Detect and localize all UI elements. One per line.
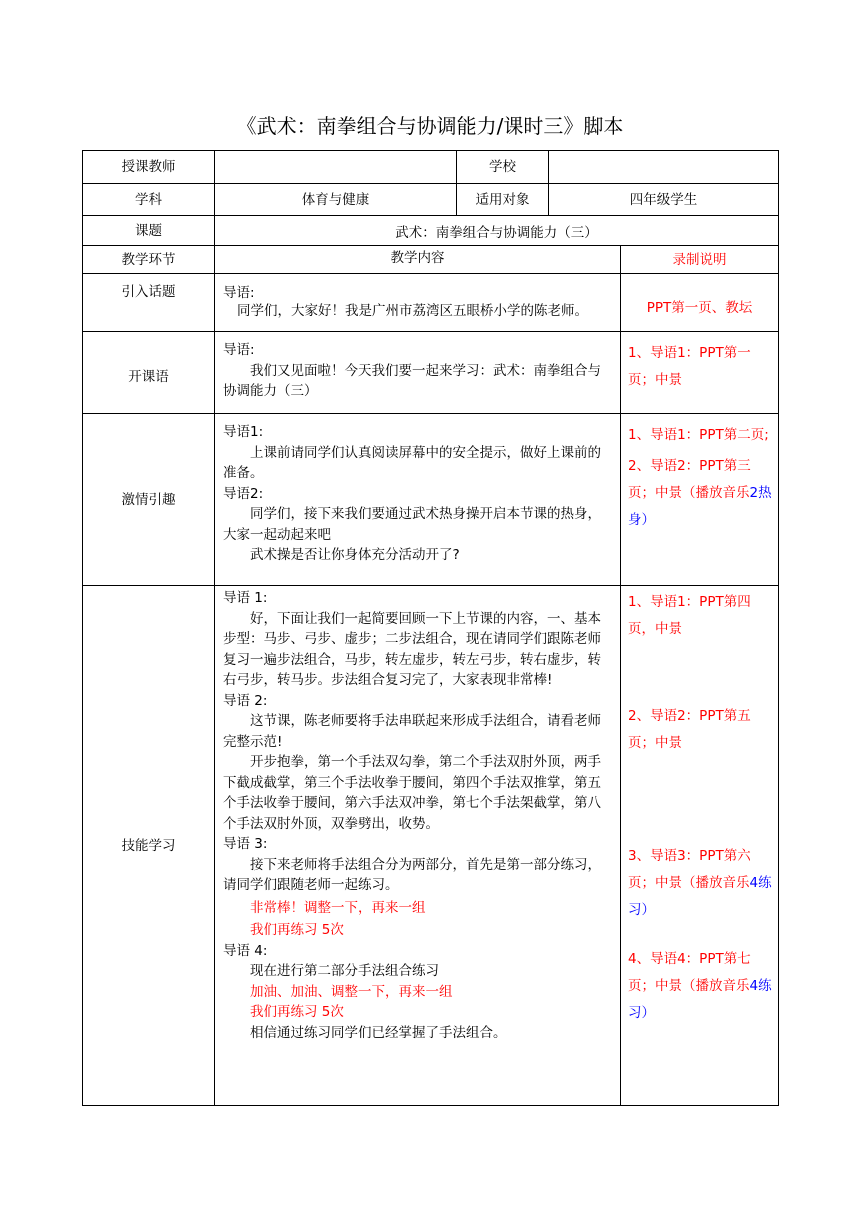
school-label: 学校 xyxy=(457,151,549,184)
intro-text: 同学们，大家好！我是广州市荔湾区五眼桥小学的陈老师。 xyxy=(237,302,588,319)
target-value: 四年级学生 xyxy=(549,184,779,216)
warmup-text3: 武术操是否让你身体充分活动开了? xyxy=(250,547,460,563)
skill-text7: 现在进行第二部分手法组合练习 xyxy=(250,963,439,979)
skill-text5: 非常棒！调整一下，再来一组 xyxy=(250,899,426,916)
skill-text6: 我们再练习 5次 xyxy=(250,922,344,938)
warmup-note2 xyxy=(628,453,774,534)
warmup-guide1-label: 导语1: xyxy=(223,424,264,440)
warmup-content xyxy=(215,414,621,586)
subject-label: 学科 xyxy=(83,184,215,216)
skill-text2: 这节课，陈老师要将手法串联起来形成手法组合，请看老师完整示范! xyxy=(223,713,601,750)
teacher-value xyxy=(215,151,457,184)
school-value xyxy=(549,151,779,184)
script-table xyxy=(82,150,779,1106)
intro-content xyxy=(215,274,621,332)
header-stage: 教学环节 xyxy=(83,246,215,274)
skill-text3: 开步抱拳，第一个手法双勾拳，第二个手法双肘外顶，两手下截成截掌，第三个手法收拳于腰间，第四个手法双推掌，第五个手法收拳于腰间，第六手法双冲拳，第七个手法架截掌，第八个手法双肘外顶，双拳劈出，收势。 xyxy=(223,754,601,832)
teacher-label: 授课教师 xyxy=(83,151,215,184)
header-content: 教学内容 xyxy=(215,246,621,274)
skill-note3-text: 3、导语3：PPT第六页；中景（播放音乐 xyxy=(628,848,751,891)
warmup-note2-text: 2、导语2：PPT第三页；中景（播放音乐 xyxy=(628,458,751,501)
skill-guide2-label: 导语 2: xyxy=(223,692,268,709)
stage-skill: 技能学习 xyxy=(83,586,215,1106)
intro-note: PPT第一页、教坛 xyxy=(621,274,779,332)
topic-value: 武术：南拳组合与协调能力（三） xyxy=(215,216,779,246)
skill-note4 xyxy=(628,946,774,1027)
intro-guide-label: 导语: xyxy=(223,285,255,301)
warmup-text1: 上课前请同学们认真阅读屏幕中的安全提示，做好上课前的准备。 xyxy=(223,444,601,481)
subject-value: 体育与健康 xyxy=(215,184,457,216)
skill-note1: 1、导语1：PPT第四页，中景 xyxy=(628,594,751,637)
stage-opening: 开课语 xyxy=(83,332,215,414)
skill-guide4-label: 导语 4: xyxy=(223,942,268,959)
header-recording-notes: 录制说明 xyxy=(621,246,779,274)
warmup-note2-music-name: 热身） xyxy=(628,485,772,528)
skill-text8: 加油、加油、调整一下，再来一组 xyxy=(250,983,453,1000)
skill-note4-text: 4、导语4：PPT第七页；中景（播放音乐 xyxy=(628,951,751,994)
skill-content xyxy=(215,586,621,1106)
skill-note4-music-number: 4 xyxy=(749,978,759,994)
opening-note: 1、导语1：PPT第一页；中景 xyxy=(621,332,779,414)
skill-text9: 我们再练习 5次 xyxy=(250,1004,344,1020)
opening-guide-label: 导语: xyxy=(223,342,255,358)
document-title: 《武术：南拳组合与协调能力/课时三》脚本 xyxy=(236,114,624,138)
opening-content xyxy=(215,332,621,414)
target-label: 适用对象 xyxy=(457,184,549,216)
skill-guide3-label: 导语 3: xyxy=(223,836,268,852)
skill-guide1-label: 导语 1: xyxy=(223,590,268,606)
skill-text4: 接下来老师将手法组合分为两部分，首先是第一部分练习，请同学们跟随老师一起练习。 xyxy=(223,856,601,893)
skill-note xyxy=(621,586,779,1106)
skill-note3 xyxy=(628,843,774,924)
warmup-note2-music-number: 2 xyxy=(749,485,759,501)
topic-label: 课题 xyxy=(83,216,215,246)
opening-text: 我们又见面啦！今天我们要一起来学习：武术：南拳组合与协调能力（三） xyxy=(223,362,601,399)
stage-warmup: 激情引趣 xyxy=(83,414,215,586)
skill-note4-music-name: 练习） xyxy=(628,978,772,1021)
skill-text10: 相信通过练习同学们已经掌握了手法组合。 xyxy=(250,1024,507,1041)
skill-note2: 2、导语2：PPT第五页；中景 xyxy=(628,708,751,751)
skill-text1: 好，下面让我们一起简要回顾一下上节课的内容，一、基本步型：马步、弓步、虚步；二步法组合，现在请同学们跟陈老师复习一遍步法组合，马步，转左虚步，转左弓步，转右虚步，转右弓步，转马步。步法组合复习完了，大家表现非常棒! xyxy=(223,610,601,688)
skill-note3-music-name: 练习） xyxy=(628,875,772,918)
warmup-note xyxy=(621,414,779,586)
warmup-note1: 1、导语1：PPT第二页; xyxy=(628,427,769,443)
stage-intro: 引入话题 xyxy=(83,274,215,332)
skill-note3-music-number: 4 xyxy=(749,875,759,891)
warmup-text2: 同学们，接下来我们要通过武术热身操开启本节课的热身，大家一起动起来吧 xyxy=(223,506,601,543)
warmup-guide2-label: 导语2: xyxy=(223,485,264,502)
